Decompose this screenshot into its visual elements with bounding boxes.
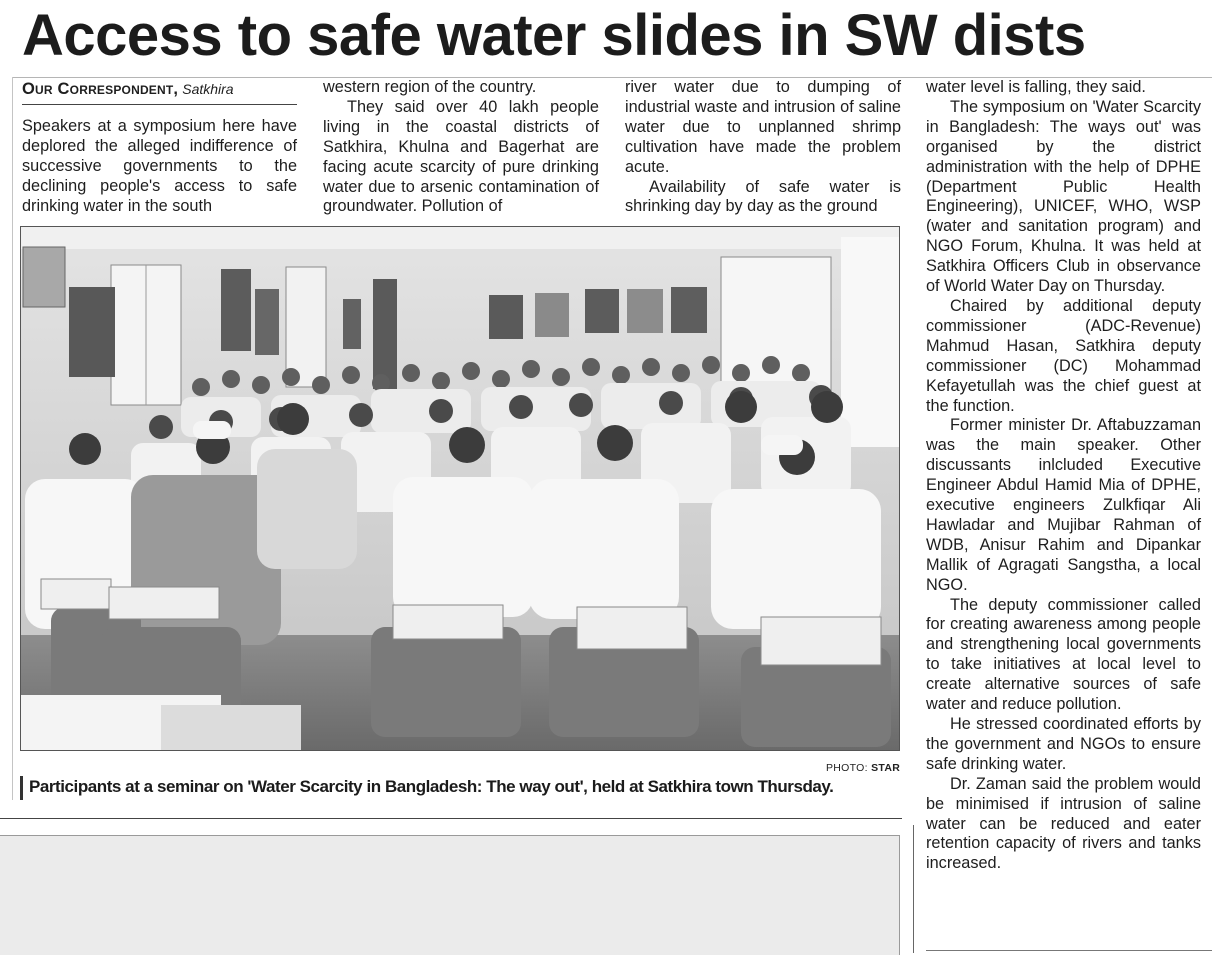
photo-credit xyxy=(826,762,900,774)
byline xyxy=(22,78,297,100)
col2-para-1: western region of the country. xyxy=(323,78,537,96)
column-1 xyxy=(22,78,297,217)
photo-caption: Participants at a seminar on 'Water Scarcity in Bangladesh: The way out', held at Satkhira town Thursday. xyxy=(29,777,834,796)
col4-para-1: water level is falling, they said. xyxy=(926,78,1146,96)
seminar-photo xyxy=(20,226,900,751)
col2-para-2: They said over 40 lakh people living in the coastal districts of Satkhira, Khulna and Bagerhat are facing acute scarcity of pure drinking water due to arsenic contamination of groundwater. Pollution of xyxy=(323,97,599,216)
seminar-photo-illustration xyxy=(21,227,899,750)
byline-place: Satkhira xyxy=(182,81,234,97)
col4-para-7: Dr. Zaman said the problem would be minimised if intrusion of saline water can be reduced and eater retention capacity of rivers and tanks increased. xyxy=(926,774,1201,873)
col4-para-5: The deputy commissioner called for creating awareness among people and strengthening local governments to take initiatives at local level to create alternative sources of safe water and reduce pollution. xyxy=(926,595,1201,714)
col4-para-3: Chaired by additional deputy commissioner (ADC-Revenue) Mahmud Hasan, Satkhira deputy commissioner (DC) Mohammad Kefayetullah was the chief guest at the function. xyxy=(926,296,1201,415)
bottom-right-rule xyxy=(926,950,1212,951)
col4-para-6: He stressed coordinated efforts by the government and NGOs to ensure safe drinking water. xyxy=(926,715,1201,773)
col1-para-1: Speakers at a symposium here have deplored the alleged indifference of successive governments to the declining people's access to safe drinking water in the south xyxy=(22,117,297,215)
col4-para-4: Former minister Dr. Aftabuzzaman was the main speaker. Other discussants inlcluded Executive Engineer Abdul Hamid Mia of DPHE, executive engineers Zulkfiqar Ali Hawladar and Mujibar Rahman of WDB, Anisur Rahim and Dipankar Mallik of Agragati Sangstha, a local NGO. xyxy=(926,416,1201,594)
byline-rule xyxy=(22,104,297,105)
section-separator xyxy=(0,818,902,819)
byline-name: Our Correspondent, xyxy=(22,80,179,98)
column-3 xyxy=(625,78,901,217)
col4-para-2: The symposium on 'Water Scarcity in Bangladesh: The ways out' was organised by the district administration with the help of DPHE (Department Public Health Engineering), UNICEF, WHO, WSP (water and sanitation program) and NGO Forum, Khulna. It was held at Satkhira Officers Club in observance of World Water Day on Thursday. xyxy=(926,97,1201,296)
column-4 xyxy=(926,78,1201,874)
col3-para-2: Availability of safe water is shrinking day by day as the ground xyxy=(625,177,901,216)
photo-credit-source: STAR xyxy=(871,762,901,774)
column-divider xyxy=(913,825,914,953)
left-border-rule xyxy=(12,77,13,800)
column-2 xyxy=(323,78,599,217)
col3-para-1: river water due to dumping of industrial waste and intrusion of saline water due to unplanned shrimp cultivation have made the problem acute. xyxy=(625,78,901,176)
caption-marker xyxy=(20,776,23,800)
headline: Access to safe water slides in SW dists xyxy=(22,3,1086,68)
gray-panel xyxy=(0,835,900,955)
photo-credit-label: PHOTO: xyxy=(826,762,868,774)
